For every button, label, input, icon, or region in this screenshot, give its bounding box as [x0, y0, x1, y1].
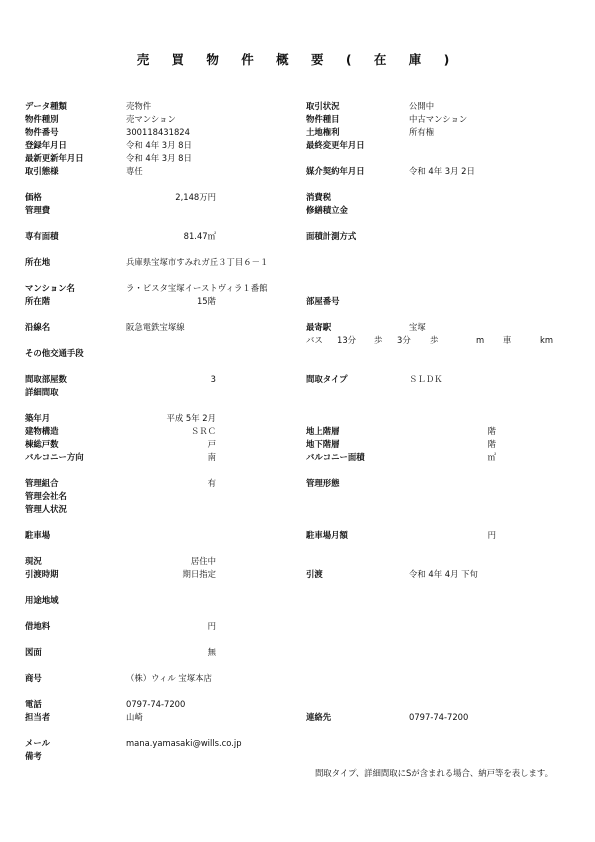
- label-land-lease-fee: 借地料: [25, 621, 51, 631]
- label-balcony-direction: バルコニー方向: [25, 452, 84, 462]
- value-property-category: 売マンション: [126, 114, 176, 124]
- label-built-date: 築年月: [25, 413, 51, 423]
- label-transaction-mode: 取引態様: [25, 166, 59, 176]
- value-transaction-mode: 専任: [126, 166, 143, 176]
- value-bus-minutes: 13分: [337, 335, 357, 345]
- label-property-category: 物件種別: [25, 114, 59, 124]
- label-parking: 駐車場: [25, 530, 51, 540]
- value-floors-above-ground: 階: [487, 426, 496, 436]
- value-balcony-area: ㎡: [487, 452, 496, 462]
- value-handover-timing: 期日指定: [182, 569, 216, 579]
- label-floors-above-ground: 地上階層: [306, 426, 340, 436]
- label-other-transport: その他交通手段: [25, 348, 84, 358]
- label-handover-timing: 引渡時期: [25, 569, 59, 579]
- label-remarks: 備考: [25, 751, 42, 761]
- label-current-status: 現況: [25, 556, 42, 566]
- label-nearest-station: 最寄駅: [306, 322, 332, 332]
- value-floors-below-ground: 階: [487, 439, 496, 449]
- label-brokerage-contract-date: 媒介契約年月日: [306, 166, 365, 176]
- value-transaction-status: 公開中: [409, 101, 435, 111]
- label-mansion-name: マンション名: [25, 283, 75, 293]
- label-property-item: 物件種目: [306, 114, 340, 124]
- label-last-modified-date: 最終変更年月日: [306, 140, 365, 150]
- label-consumption-tax: 消費税: [306, 192, 332, 202]
- value-company-name: （株）ウィル 宝塚本店: [126, 673, 212, 683]
- value-property-number: 300118431824: [126, 127, 190, 137]
- label-walk: 歩: [430, 335, 439, 345]
- label-zoning: 用途地域: [25, 595, 59, 605]
- label-car-km: km: [540, 335, 554, 345]
- label-manager-status: 管理人状況: [25, 504, 67, 514]
- value-parking-monthly-fee: 円: [487, 530, 496, 540]
- label-registration-date: 登録年月日: [25, 140, 67, 150]
- label-area-measurement-method: 面積計測方式: [306, 231, 357, 241]
- value-contact: 0797-74-7200: [409, 712, 469, 722]
- label-management-association: 管理組合: [25, 478, 59, 488]
- label-room-number: 部屋番号: [306, 296, 340, 306]
- label-management-form: 管理形態: [306, 478, 340, 488]
- label-land-rights: 土地権利: [306, 127, 340, 137]
- value-handover: 令和 4年 4月 下旬: [409, 569, 478, 579]
- value-person-in-charge: 山崎: [126, 712, 143, 722]
- value-brokerage-contract-date: 令和 4年 3月 2日: [409, 166, 475, 176]
- value-room-count: 3: [210, 374, 216, 384]
- label-floors-below-ground: 地下階層: [306, 439, 340, 449]
- footnote: 間取タイプ、詳細間取にSが含まれる場合、納戸等を表します。: [314, 768, 553, 778]
- label-layout-type: 間取タイプ: [306, 374, 348, 384]
- value-total-units: 戸: [207, 439, 216, 449]
- value-current-status: 居住中: [190, 556, 216, 566]
- value-mansion-name: ラ・ビスタ宝塚イーストヴィラ１番館: [126, 283, 268, 293]
- document-title: 売 買 物 件 概 要 ( 在 庫 ): [136, 52, 459, 67]
- label-floor-plan: 図面: [25, 647, 42, 657]
- value-floor-area: 81.47㎡: [183, 231, 216, 241]
- value-layout-type: ＳＬＤＫ: [409, 374, 443, 384]
- value-latest-update-date: 令和 4年 3月 8日: [126, 153, 192, 163]
- label-balcony-area: バルコニー面積: [306, 452, 365, 462]
- label-car: 車: [503, 335, 512, 345]
- value-building-structure: ＳＲＣ: [190, 426, 216, 436]
- value-floor-plan: 無: [207, 647, 216, 657]
- label-walk-from-bus: 歩: [374, 335, 383, 345]
- label-email: メール: [25, 738, 50, 748]
- value-data-type: 売物件: [126, 101, 152, 111]
- value-floor: 15階: [196, 296, 216, 306]
- label-contact: 連絡先: [306, 712, 332, 722]
- label-total-units: 棟総戸数: [25, 439, 59, 449]
- value-railway-line: 阪急電鉄宝塚線: [126, 322, 185, 332]
- label-building-structure: 建物構造: [25, 426, 59, 436]
- label-management-fee: 管理費: [25, 205, 51, 215]
- label-walk-meters: m: [476, 335, 485, 345]
- label-detailed-layout: 詳細間取: [25, 387, 59, 397]
- label-bus: バス: [306, 335, 323, 345]
- label-person-in-charge: 担当者: [25, 712, 51, 722]
- value-balcony-direction: 南: [207, 452, 216, 462]
- value-nearest-station: 宝塚: [409, 322, 426, 332]
- label-latest-update-date: 最新更新年月日: [25, 153, 84, 163]
- label-management-company: 管理会社名: [25, 491, 67, 501]
- label-railway-line: 沿線名: [25, 322, 51, 332]
- value-price: 2,148万円: [175, 192, 216, 202]
- value-management-association: 有: [207, 478, 216, 488]
- label-data-type: データ種類: [25, 101, 67, 111]
- value-built-date: 平成 5年 2月: [166, 413, 216, 423]
- value-address: 兵庫県宝塚市すみれガ丘３丁目６－１: [126, 257, 269, 267]
- label-repair-reserve: 修繕積立金: [306, 205, 348, 215]
- label-floor: 所在階: [25, 296, 51, 306]
- label-transaction-status: 取引状況: [306, 101, 340, 111]
- label-property-number: 物件番号: [25, 127, 59, 137]
- value-phone: 0797-74-7200: [126, 699, 186, 709]
- label-price: 価格: [25, 192, 42, 202]
- value-property-item: 中古マンション: [409, 114, 468, 124]
- label-address: 所在地: [25, 257, 51, 267]
- label-parking-monthly-fee: 駐車場月額: [306, 530, 348, 540]
- label-phone: 電話: [25, 699, 42, 709]
- label-room-count: 間取部屋数: [25, 374, 67, 384]
- label-company-name: 商号: [25, 673, 42, 683]
- value-walk-minutes: 3分: [397, 335, 411, 345]
- value-land-lease-fee: 円: [207, 621, 216, 631]
- label-handover: 引渡: [306, 569, 323, 579]
- value-registration-date: 令和 4年 3月 8日: [126, 140, 192, 150]
- value-email[interactable]: mana.yamasaki@wills.co.jp: [126, 738, 242, 748]
- value-land-rights: 所有権: [409, 127, 435, 137]
- label-floor-area: 専有面積: [25, 231, 59, 241]
